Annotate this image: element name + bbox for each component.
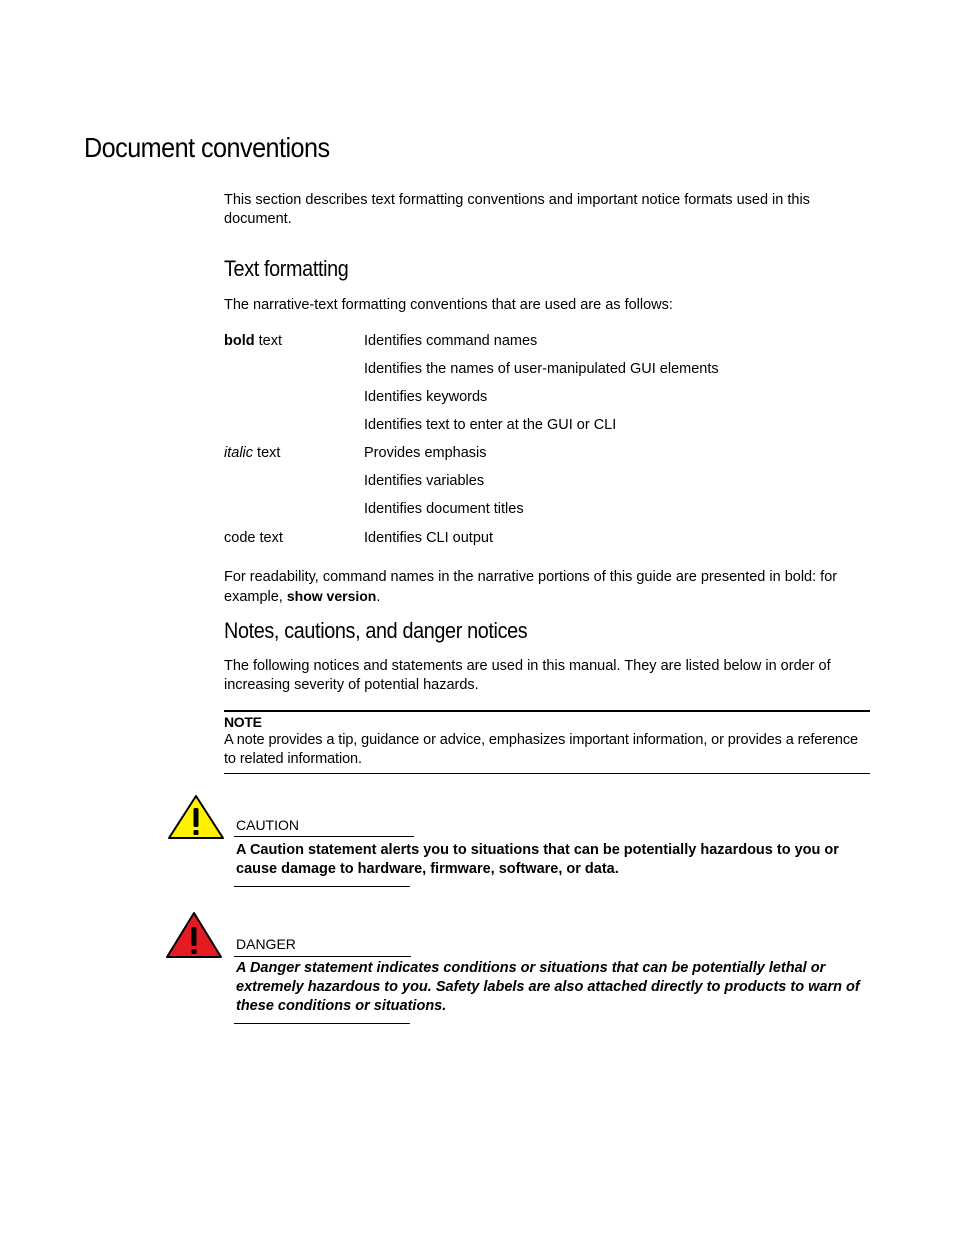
notices-intro: The following notices and statements are used in this manual. They are listed below in order of increasing severity of potential hazards. <box>224 658 831 693</box>
danger-label: DANGER <box>236 936 296 952</box>
description: Identifies keywords <box>364 389 488 405</box>
text-formatting-heading: Text formatting <box>224 256 349 281</box>
page-title: Document conventions <box>84 132 330 163</box>
description: Identifies the names of user-manipulated GUI elements <box>364 361 719 377</box>
readability-note: For readability, command names in the narrative portions of this guide are presented in bold: for example, show version. <box>224 569 838 605</box>
text-formatting-intro: The narrative-text formatting conventions that are used are as follows: <box>224 297 673 313</box>
caution-label: CAUTION <box>236 817 299 833</box>
note-bottom-rule <box>224 773 870 774</box>
description: Identifies command names <box>364 333 538 349</box>
term-code: code text <box>224 530 283 546</box>
term-italic: italic text <box>224 445 281 461</box>
caution-text: A Caution statement alerts you to situations that can be potentially hazardous to you or cause damage to hardware, firmware, software, or data. <box>236 842 839 877</box>
danger-triangle-icon <box>165 911 223 959</box>
note-label: NOTE <box>224 714 262 730</box>
description: Identifies document titles <box>364 501 524 517</box>
notices-heading: Notes, cautions, and danger notices <box>224 618 528 643</box>
description: Identifies CLI output <box>364 530 493 546</box>
description: Identifies variables <box>364 473 485 489</box>
caution-bottom-rule <box>234 886 410 887</box>
caution-triangle-icon <box>167 794 225 840</box>
danger-bottom-rule <box>234 1023 410 1024</box>
note-text: A note provides a tip, guidance or advice, emphasizes important information, or provides a reference to related information. <box>224 732 858 767</box>
note-top-rule <box>224 710 870 712</box>
danger-text: A Danger statement indicates conditions or situations that can be potentially lethal or extremely hazardous to you. Safety labels are also attached directly to products to warn of these conditions or situations. <box>236 960 860 1014</box>
section-intro: This section describes text formatting conventions and important notice formats used in this document. <box>224 192 810 227</box>
caution-label-rule <box>234 836 414 837</box>
danger-label-rule <box>234 956 411 957</box>
description: Identifies text to enter at the GUI or CLI <box>364 417 617 433</box>
term-bold: bold text <box>224 333 283 349</box>
description: Provides emphasis <box>364 445 487 461</box>
